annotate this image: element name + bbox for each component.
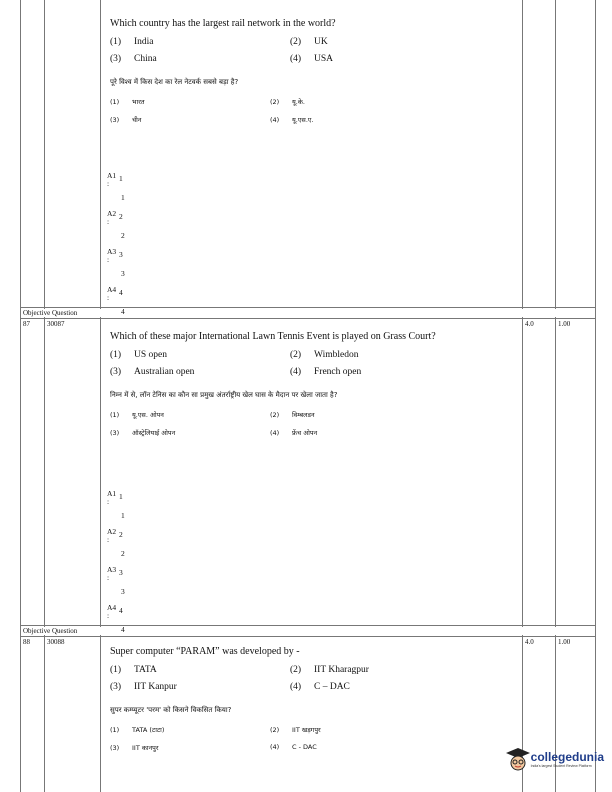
- hindi-option: (3) IIT कानपुर: [110, 744, 159, 752]
- hindi-option: (1) TATA (टाटा): [110, 726, 165, 734]
- hindi-option: (3) चीन: [110, 116, 142, 124]
- question-text: Which of these major International Lawn Tennis Event is played on Grass Court?: [110, 331, 436, 342]
- column-divider: [44, 0, 45, 792]
- answer-item: A4 :4 4: [107, 285, 125, 316]
- graduate-mascot-icon: [505, 746, 531, 772]
- table-border-right: [595, 0, 596, 792]
- negative-marks: 1.00: [558, 638, 571, 646]
- hindi-option: (4) C - DAC: [270, 743, 317, 751]
- answer-item: A2 :2 2: [107, 209, 125, 240]
- hindi-options: [110, 97, 530, 124]
- hindi-question-text: सुपर कम्प्यूटर 'परम' को किसने विकसित किया?: [110, 706, 232, 714]
- options: [110, 665, 530, 692]
- option: (2) IIT Kharagpur: [290, 665, 369, 675]
- hindi-option: (4) यू.एस.ए.: [270, 116, 314, 124]
- answer-item: A2 :2 2: [107, 527, 125, 558]
- answer-list: [107, 172, 125, 324]
- collegedunia-logo: [505, 746, 604, 772]
- answer-item: A3 :3 3: [107, 565, 125, 596]
- answer-list: [107, 490, 125, 642]
- hindi-question-text: निम्न में से, लॉन टेनिस का कौन सा प्रमुख अंतर्राष्ट्रीय खेल घास के मैदान पर खेला जाता है?: [110, 391, 338, 399]
- answer-item: A4 :4 4: [107, 603, 125, 634]
- option: (3) Australian open: [110, 367, 195, 377]
- question-paper-page: [20, 0, 595, 792]
- option: (2) Wimbledon: [290, 350, 359, 360]
- section-label: Objective Question: [23, 627, 595, 635]
- option: (3) China: [110, 54, 157, 64]
- option: (1) US open: [110, 350, 167, 360]
- question-block: [110, 18, 530, 124]
- option: (2) UK: [290, 37, 328, 47]
- option: (4) USA: [290, 54, 334, 64]
- hindi-option: (4) फ्रेंच ओपन: [270, 429, 318, 437]
- option: (3) IIT Kanpur: [110, 682, 177, 692]
- table-border-left: [20, 0, 21, 792]
- column-divider: [555, 0, 556, 792]
- hindi-question-text: पूरे विश्व में किस देश का रेल नेटवर्क सबसे बड़ा है?: [110, 78, 239, 86]
- answer-item: A1 :1 1: [107, 489, 125, 520]
- options: [110, 350, 530, 377]
- question-number: 88: [23, 638, 30, 646]
- option: (4) C – DAC: [290, 682, 350, 692]
- hindi-option: (3) ऑस्ट्रेलियाई ओपन: [110, 429, 176, 437]
- section-label: Objective Question: [23, 309, 595, 317]
- question-id: 30088: [47, 638, 65, 646]
- column-divider: [100, 0, 101, 792]
- option: (1) India: [110, 37, 154, 47]
- hindi-option: (1) भारत: [110, 98, 145, 106]
- question-block: [110, 646, 530, 752]
- logo-tagline: India's largest Student Review Platform: [530, 764, 592, 768]
- hindi-options: [110, 725, 530, 752]
- logo-name: collegedunia: [530, 750, 604, 764]
- hindi-option: (2) विम्बलडन: [270, 411, 315, 419]
- question-number: 87: [23, 320, 30, 328]
- hindi-option: (2) IIT खड़गपुर: [270, 726, 321, 734]
- question-text: Which country has the largest rail network in the world?: [110, 18, 336, 29]
- question-marks: 4.0: [525, 320, 534, 328]
- option: (1) TATA: [110, 665, 157, 675]
- question-marks: 4.0: [525, 638, 534, 646]
- hindi-options: [110, 410, 530, 437]
- answer-item: A1 :1 1: [107, 171, 125, 202]
- answer-item: A3 :3 3: [107, 247, 125, 278]
- hindi-option: (2) यू.के.: [270, 98, 305, 106]
- option: (4) French open: [290, 367, 362, 377]
- negative-marks: 1.00: [558, 320, 571, 328]
- question-text: Super computer “PARAM” was developed by -: [110, 646, 300, 657]
- options: [110, 37, 530, 64]
- question-id: 30087: [47, 320, 65, 328]
- question-block: [110, 331, 530, 437]
- hindi-option: (1) यू.एस. ओपन: [110, 411, 164, 419]
